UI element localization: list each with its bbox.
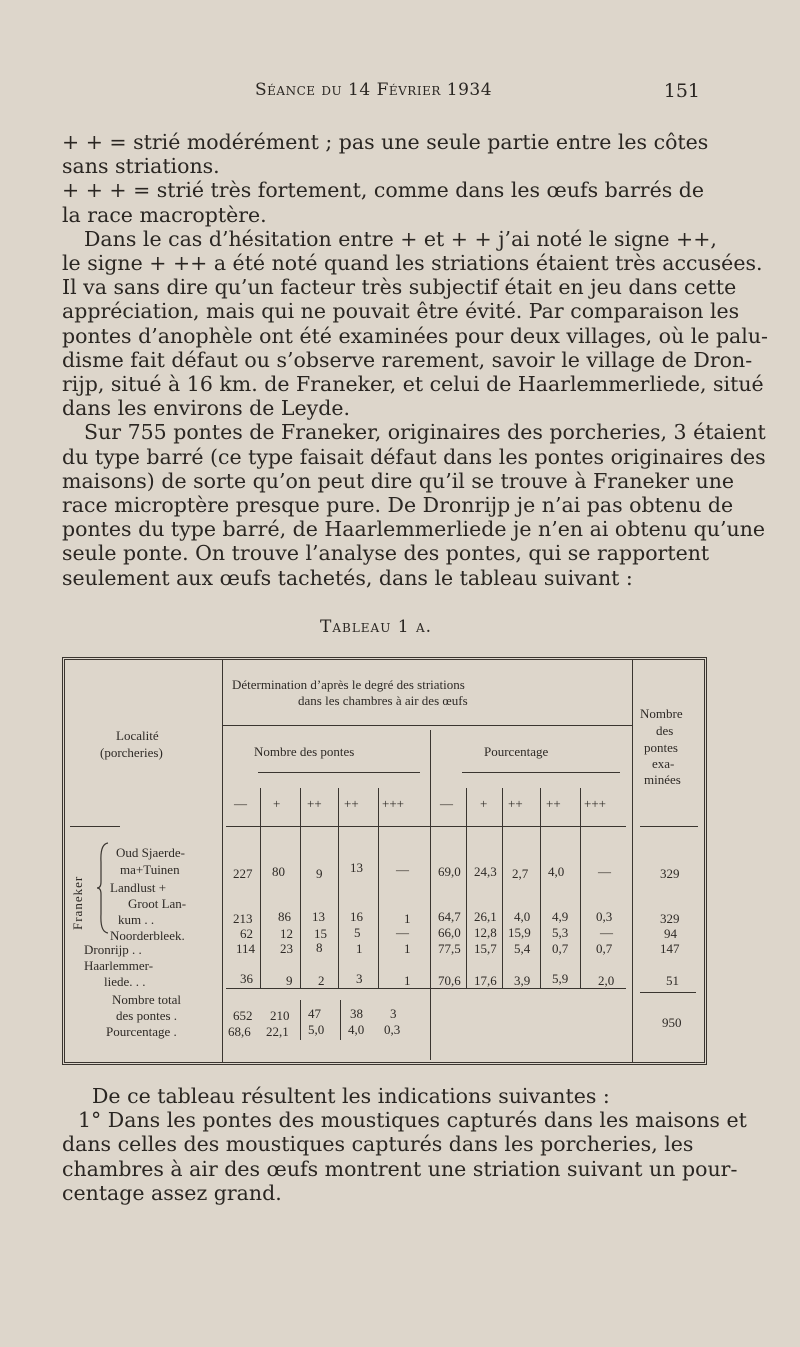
page-number: 151 [663,80,700,102]
cell: 69,0 [438,864,461,879]
sign-header: +++ [382,796,404,811]
cell: 4,9 [552,909,569,924]
total-label: des pontes . [116,1008,178,1023]
row-rule [640,992,696,993]
text-line: rijp, situé à 16 km. de Franeker, et celui de Haarlemmerliede, situé [62,372,764,397]
grand-total: 950 [662,1015,682,1030]
cell: 15,9 [508,925,531,940]
sign-header: ++ [307,796,322,811]
text-line: appréciation, mais qui ne pouvait être évité. Par comparaison les [62,299,740,324]
cell: 4,0 [514,909,531,924]
page-header [0,80,800,110]
row-locality: Oud Sjaerde- [116,845,185,860]
row-rule [640,826,698,827]
cell: 5,9 [552,971,569,986]
cell: 15 [314,926,327,941]
column-rule [632,660,633,1062]
cell: 5,0 [308,1022,325,1037]
text-line: maisons) de sorte qu’on peut dire qu’il se trouve à Franeker une [62,468,735,493]
cell: 15,7 [474,941,497,956]
body-paragraph-1 [62,130,768,590]
row-locality: Noorderbleek. [110,928,185,943]
column-rule [300,788,301,988]
cell: 3,9 [514,973,531,988]
cell: 77,5 [438,941,461,956]
row-locality: ma+Tuinen [120,862,180,877]
total-label: Nombre total [112,992,181,1007]
cell: 16 [350,909,363,924]
text-line: race microptère presque pure. De Dronrijp je n’ai pas obtenu de [62,493,734,518]
cell: 12,8 [474,925,497,940]
cell-total: 329 [660,911,680,926]
text-line: dans celles des moustiques capturés dans les porcheries, les [62,1132,694,1157]
cell: 1 [404,973,411,988]
cell: — [396,925,409,940]
row-locality: Dronrijp . . [84,942,142,957]
text-line: la race macroptère. [62,202,267,227]
text-line: seule ponte. On trouve l’analyse des pontes, qui se rapportent [62,541,710,566]
cell: 227 [233,866,253,881]
row-locality: Groot Lan- [128,896,187,911]
cell-total: 147 [660,941,680,956]
cell: 8 [316,940,323,955]
sign-header: — [440,796,453,811]
header-determination: dans les chambres à air des œufs [298,693,468,708]
column-rule [430,730,431,1060]
column-rule [300,1000,301,1040]
cell: 47 [308,1006,321,1021]
sign-header: ++ [344,796,359,811]
cell: 114 [236,941,256,956]
text-line: disme fait défaut ou s’observe rarement, savoir le village de Dron- [62,347,753,372]
sign-header: — [234,796,247,811]
cell: 0,3 [384,1022,401,1037]
row-locality: kum . . [118,912,155,927]
cell: 3 [390,1006,397,1021]
body-paragraph-2 [62,1084,747,1205]
table-caption: Tableau 1 a. [320,617,433,637]
sign-header: + [273,796,281,811]
header-total: pontes [644,740,678,755]
cell: 1 [356,941,363,956]
column-rule [260,788,261,988]
cell: 5 [354,925,361,940]
cell: 213 [233,911,253,926]
row-rule [226,826,626,827]
cell: 9 [316,866,323,881]
sign-header: +++ [584,796,606,811]
row-rule [70,826,120,827]
cell: 36 [240,971,253,986]
text-line: + + = strié modérément ; pas une seule partie entre les côtes [62,130,709,154]
text-line: dans les environs de Leyde. [62,396,351,421]
text-line: chambres à air des œufs montrent une striation suivant un pour- [62,1156,738,1181]
cell: 17,6 [474,973,497,988]
cell: 23 [280,941,293,956]
column-rule [222,660,223,1062]
text-line: sans striations. [62,154,220,179]
brace-rule [462,772,620,773]
text-line: Sur 755 pontes de Franeker, originaires des porcheries, 3 étaient [84,420,766,445]
cell: 2,7 [512,866,529,881]
header-total: minées [644,772,681,787]
cell: 24,3 [474,864,497,879]
header-determination: Détermination d’après le degré des striations [232,677,465,692]
cell: 80 [272,864,285,879]
column-rule [378,788,379,988]
cell: 1 [404,941,411,956]
cell: 5,4 [514,941,531,956]
text-line: pontes d’anophèle ont été examinées pour deux villages, où le palu- [62,323,768,348]
header-total: exa- [652,756,675,771]
franeker-label: Franeker [70,875,85,930]
cell: 4,0 [348,1022,365,1037]
text-line: De ce tableau résultent les indications suivantes : [92,1084,610,1108]
text-line: Dans le cas d’hésitation entre + et + + j’ai noté le signe ++, [84,226,717,251]
header-total: des [656,723,674,738]
header-pourcentage: Pourcentage [484,744,549,759]
column-rule [502,788,503,988]
cell: 652 [233,1008,253,1023]
cell: 12 [280,926,293,941]
cell: 2,0 [598,973,615,988]
cell: — [600,925,613,940]
cell: 13 [350,860,363,875]
cell: 38 [350,1006,363,1021]
row-locality: Haarlemmer- [84,958,154,973]
cell-total: 94 [664,926,677,941]
header-total: Nombre [640,706,683,721]
cell: — [396,862,409,877]
text-line: 1° Dans les pontes des moustiques capturés dans les maisons et [78,1108,747,1133]
cell: 86 [278,909,291,924]
cell: 22,1 [266,1024,289,1039]
cell: 70,6 [438,973,461,988]
column-rule [466,788,467,988]
cell: 68,6 [228,1024,251,1039]
sign-header: + [480,796,488,811]
cell: — [598,864,611,879]
text-line: le signe + ++ a été noté quand les striations étaient très accusées. [62,251,763,276]
running-title: Séance du 14 Février 1934 [255,80,493,100]
column-rule [340,1000,341,1040]
cell: 4,0 [548,864,565,879]
header-localite: Localité [116,728,159,743]
cell: 64,7 [438,909,461,924]
cell: 26,1 [474,909,497,924]
text-line: pontes du type barré, de Haarlemmerliede je n’en ai obtenu qu’une [62,517,766,542]
cell: 9 [286,973,293,988]
cell: 3 [356,971,363,986]
row-locality: liede. . . [104,974,146,989]
header-nombre-pontes: Nombre des pontes [254,744,355,759]
cell-total: 329 [660,866,680,881]
text-line: seulement aux œufs tachetés, dans le tableau suivant : [62,565,633,590]
text-line: centage assez grand. [62,1180,282,1205]
brace-rule [258,772,420,773]
cell: 2 [318,973,325,988]
cell: 0,3 [596,909,613,924]
row-locality: Landlust + [110,880,167,895]
text-line: du type barré (ce type faisait défaut dans les pontes originaires des [62,444,766,469]
text-line: Il va sans dire qu’un facteur très subjectif était en jeu dans cette [62,275,737,300]
cell: 210 [270,1008,290,1023]
cell: 5,3 [552,925,569,940]
header-localite: (porcheries) [100,745,163,760]
sign-header: ++ [546,796,561,811]
row-rule [222,725,632,726]
text-line: + + + = strié très fortement, comme dans les œufs barrés de [62,178,705,203]
pct-label: Pourcentage . [106,1024,177,1039]
cell: 66,0 [438,925,461,940]
cell: 1 [404,911,411,926]
cell: 0,7 [596,941,613,956]
brace-icon [96,842,110,934]
sign-header: ++ [508,796,523,811]
column-rule [580,788,581,988]
cell: 13 [312,909,325,924]
column-rule [338,788,339,988]
column-rule [540,788,541,988]
cell-total: 51 [666,973,679,988]
cell: 0,7 [552,941,569,956]
cell: 62 [240,926,253,941]
